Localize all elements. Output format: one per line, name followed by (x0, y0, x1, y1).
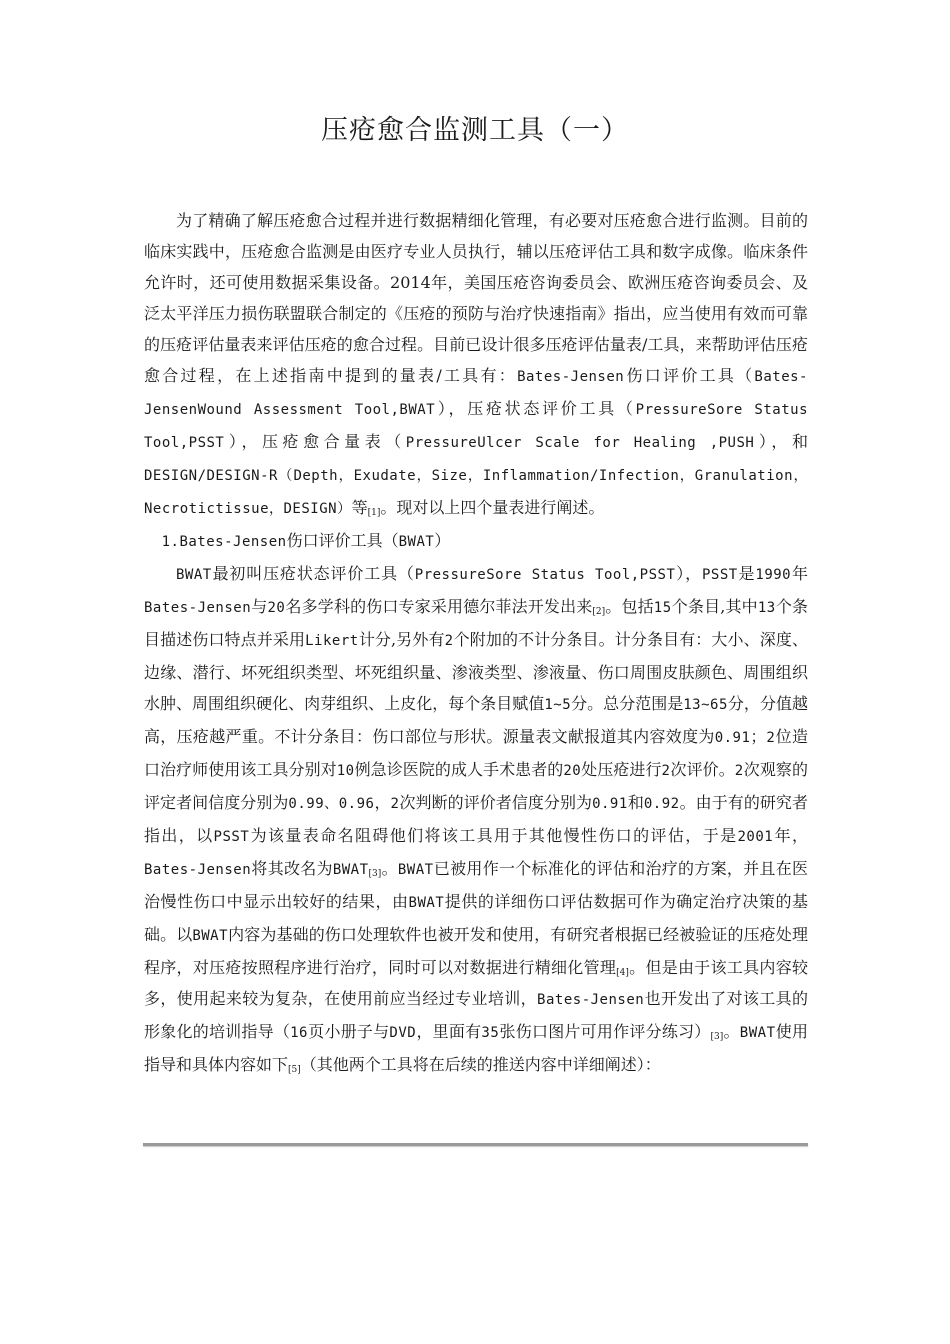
number-run: 2 (390, 796, 400, 812)
number-run: 0.91 (714, 730, 751, 746)
text-run: 次观察的评定者间信度分别为 (144, 760, 808, 812)
text-run: ，里面有 (416, 1022, 482, 1041)
number-run: 10 (336, 763, 355, 779)
number-run: 0.92 (643, 796, 680, 812)
text-run: 。但是由于该工具内容较多，使用起来较为复杂，在使用前应当经过专业培训， (144, 958, 808, 1008)
text-run: ） (434, 531, 451, 550)
citation-ref: [3] (368, 869, 382, 879)
section-divider (143, 1143, 808, 1146)
text-run: 使用指导和具体内容如下 (144, 1022, 808, 1074)
text-run: 次判断的评价者信度分别为 (399, 793, 593, 812)
text-run: ），压疮状态评价工具（ (435, 399, 636, 418)
term-run: Bates-JensenWound Assessment Tool,BWAT (144, 369, 808, 418)
article-body (144, 205, 808, 1080)
number-run: 0.91 (592, 796, 628, 812)
number-run: 13 (757, 600, 776, 616)
text-run: 分，分值越高，压疮越严重。不计分条目：伤口部位与形状。源量表文献报道其内容效度为 (144, 694, 808, 746)
term-run: BWAT (408, 895, 445, 911)
term-run: BWAT (332, 862, 369, 878)
text-run: 最初叫压疮状态评价工具（ (211, 564, 415, 583)
section-heading (144, 525, 808, 558)
text-run: 。现对以上四个量表进行阐述。 (380, 498, 605, 517)
text-run: 计分,另外有 (358, 630, 445, 649)
citation-ref: [5] (288, 1065, 301, 1075)
number-run: 15 (653, 600, 672, 616)
citation-ref: [4] (616, 968, 629, 978)
number-run: 0.99、0.96 (288, 796, 375, 812)
text-run: 伤口评价工具（ (286, 531, 399, 550)
citation-ref: [3] (710, 1032, 724, 1042)
text-run: ）， (675, 564, 702, 583)
bwat-paragraph (144, 558, 808, 1080)
number-run: 2 (661, 763, 671, 779)
text-run: 个附加的不计分条目。计分条目有：大小、深度、边缘、潜行、坏死组织类型、坏死组织量、渗液类型、渗液量、伤口周围皮肤颜色、周围组织水肿、周围组织硬化、肉芽组织、上皮化，每个条目赋值 (144, 630, 808, 713)
text-run: 个条目描述伤口特点并采用 (144, 597, 808, 649)
text-run: 次评价。 (670, 760, 735, 779)
text-run: 为了精确了解压疮愈合过程并进行数据精细化管理，有必要对压疮愈合进行监测。目前的临床实践中，压疮愈合监测是由医疗专业人员执行，辅以压疮评估工具和数字成像。临床条件允许时，还可使用数据采集设备。2014年，美国压疮咨询委员会、欧洲压疮咨询委员会、及泛太平洋压力损伤联盟联合制定的《压疮的预防与治疗快速指南》指出，应当使用有效而可靠的压疮评估量表来评估压疮的愈合过程。目前已设计很多压疮评估量表/工具，来帮助评估压疮愈合过程，在上述指南中提到的量表/工具有： (144, 211, 808, 385)
text-run: 例急诊医院的成人手术患者的 (354, 760, 564, 779)
text-run: 等 (351, 498, 368, 517)
document-title: 压疮愈合监测工具（一） (321, 115, 629, 146)
text-run: 年 (791, 564, 808, 583)
text-run: 。包括 (605, 597, 654, 616)
text-run: 与 (251, 597, 268, 616)
section-number: 1. (161, 534, 180, 550)
number-run: 2 (444, 633, 454, 649)
text-run: （其他两个工具将在后续的推送内容中详细阐述）： (300, 1055, 661, 1074)
number-run: 20 (267, 600, 286, 616)
number-run: 13~65 (683, 697, 728, 713)
term-run: DVD (389, 1025, 417, 1041)
term-run: Bates-Jensen (517, 369, 625, 385)
text-run: 为该量表命名阻碍他们将该工具用于其他慢性伤口的评估，于是 (249, 826, 738, 845)
term-run: BWAT (398, 534, 435, 550)
text-run: 也开发出了对该工具的形象化的培训指导（ (144, 989, 808, 1041)
term-run: Bates-Jensen (144, 600, 252, 616)
text-run: 提供的详细伤口评估数据可作为确定治疗决策的基础。以 (144, 892, 808, 944)
text-run: 名多学科的伤口专家采用德尔菲法开发出来 (285, 597, 593, 616)
text-run: 将其改名为 (251, 859, 333, 878)
term-run: PSST (701, 567, 738, 583)
number-run: 2 (734, 763, 744, 779)
term-run: Bates-Jensen (179, 534, 287, 550)
text-run: 和 (627, 793, 644, 812)
text-run: 。 (723, 1022, 740, 1041)
text-run: 年， (773, 826, 808, 845)
number-run: 2 (766, 730, 776, 746)
text-run: 已被用作一个标准化的评估和治疗的方案，并且在医治慢性伤口中显示出较好的结果，由 (144, 859, 808, 911)
text-run: 页小册子与 (307, 1022, 390, 1041)
text-run: 位造口治疗师使用该工具分别对 (144, 727, 808, 779)
term-run: PressureUlcer Scale for Healing ,PUSH (405, 435, 755, 451)
text-run: ， (374, 793, 391, 812)
text-run: ），和 (754, 432, 808, 451)
number-run: 1990 (755, 567, 792, 583)
text-run: 内容为基础的伤口处理软件也被开发和使用，有研究者根据已经被验证的压疮处理程序，对压疮按照程序进行治疗，同时可以对数据进行精细化管理 (144, 925, 808, 977)
citation-ref: [1] (367, 508, 381, 518)
text-run: 个条目,其中 (671, 597, 758, 616)
text-run: 。 (381, 859, 398, 878)
number-run: 20 (563, 763, 582, 779)
number-run: 1~5 (544, 697, 572, 713)
text-run: 是 (737, 564, 756, 583)
number-run: 2001 (737, 829, 774, 845)
term-run: BWAT (397, 862, 434, 878)
term-run: Likert (305, 633, 359, 649)
term-run: Bates-Jensen (537, 992, 645, 1008)
text-run: ； (750, 727, 767, 746)
intro-paragraph (144, 205, 808, 525)
text-run: 。由于有的研究者指出，以 (144, 793, 808, 845)
term-run: BWAT (192, 928, 229, 944)
text-run: 伤口评价工具（ (624, 366, 755, 385)
text-run: ），压疮愈合量表（ (224, 432, 406, 451)
term-run: DESIGN/DESIGN-R（Depth，Exudate，Size，Inflammation/Infection，Granulation，Necrotictissue，DESIGN） (144, 468, 808, 517)
term-run: BWAT (739, 1025, 776, 1041)
term-run: BWAT (176, 567, 212, 583)
number-run: 35 (481, 1025, 500, 1041)
term-run: Bates-Jensen (144, 862, 252, 878)
term-run: PressureSore Status Tool,PSST (414, 567, 676, 583)
text-run: 处压疮进行 (581, 760, 662, 779)
text-run: 分。总分范围是 (571, 694, 684, 713)
text-run: 张伤口图片可用作评分练习） (499, 1022, 711, 1041)
citation-ref: [2] (592, 607, 606, 617)
term-run: PressureSore Status Tool,PSST (144, 402, 808, 451)
term-run: PSST (213, 829, 250, 845)
number-run: 16 (290, 1025, 308, 1041)
